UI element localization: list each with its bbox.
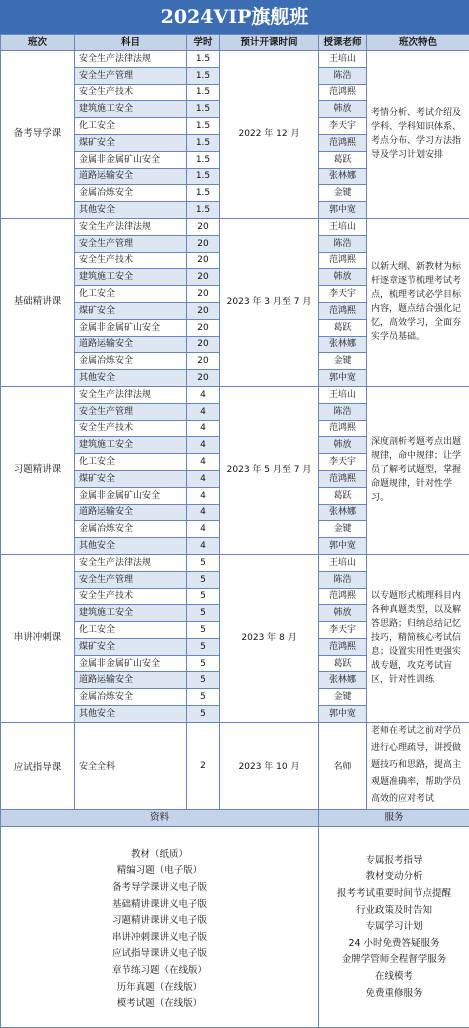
subject-cell: 建筑施工安全	[75, 605, 187, 622]
hours-cell: 1.5	[187, 101, 220, 118]
material-item: 模考试题（在线版）	[1, 996, 318, 1013]
teacher-cell: 韩放	[319, 269, 367, 286]
services-list	[319, 826, 469, 1027]
service-item: 行业政策及时告知	[319, 903, 469, 920]
table-row	[1, 218, 469, 235]
teacher-cell: 王培山	[319, 386, 367, 403]
subject-cell: 安全生产技术	[75, 420, 187, 437]
service-item: 报考考试重要时间节点提醒	[319, 886, 469, 903]
teacher-cell: 李天宇	[319, 286, 367, 303]
feature-cell: 以专题形式梳理科目内各种真题类型，以及解答思路；归纳总结记忆技巧，精简核心考试信息；设置实用性更强实战专题，攻克考试盲区，针对性训练	[367, 554, 469, 722]
guide-row	[1, 722, 469, 809]
feature-cell: 以新大纲、新教材为标杆逐章逐节梳理考试考点，梳理考试必学目标内容，题点结合强化记忆，高效学习，全面夯实学员基础。	[367, 218, 469, 386]
subject-cell: 道路运输安全	[75, 168, 187, 185]
teacher-cell: 范鸿熙	[319, 588, 367, 605]
hours-cell: 1.5	[187, 67, 220, 84]
subject-cell: 化工安全	[75, 286, 187, 303]
feature-cell: 考情分析、考试介绍及学科、学科知识体系、考点分布、学习方法指导及学习计划安排	[367, 51, 469, 219]
teacher-cell: 范鸿熙	[319, 302, 367, 319]
start-time-cell: 2022 年 12 月	[220, 51, 319, 219]
header-row	[1, 35, 469, 51]
hours-cell: 5	[187, 706, 220, 723]
subject-cell: 安全生产技术	[75, 84, 187, 101]
subject-cell: 金属非金属矿山安全	[75, 487, 187, 504]
hours-cell: 5	[187, 554, 220, 571]
hours-cell: 1.5	[187, 202, 220, 219]
hours-cell: 4	[187, 437, 220, 454]
subject-cell: 安全生产法律法规	[75, 218, 187, 235]
hours-cell: 4	[187, 386, 220, 403]
subject-cell: 安全生产管理	[75, 571, 187, 588]
teacher-cell: 范鸿熙	[319, 252, 367, 269]
teacher-cell: 范鸿熙	[319, 84, 367, 101]
hours-cell: 20	[187, 269, 220, 286]
subject-cell: 建筑施工安全	[75, 101, 187, 118]
teacher-cell: 范鸿熙	[319, 134, 367, 151]
teacher-cell: 韩放	[319, 437, 367, 454]
hours-cell: 4	[187, 454, 220, 471]
hours-cell: 1.5	[187, 51, 220, 68]
schedule-table	[0, 34, 469, 1028]
group-name: 习题精讲课	[1, 386, 75, 554]
table-row	[1, 51, 469, 68]
service-item: 金牌学管师全程督学服务	[319, 952, 469, 969]
header-teacher: 授课老师	[319, 35, 367, 51]
subject-cell: 金属非金属矿山安全	[75, 655, 187, 672]
subject-cell: 煤矿安全	[75, 470, 187, 487]
teacher-cell: 金键	[319, 353, 367, 370]
hours-cell: 1.5	[187, 185, 220, 202]
teacher-cell: 郭中宽	[319, 706, 367, 723]
header-hours: 学时	[187, 35, 220, 51]
start-time-cell: 2023 年 8 月	[220, 554, 319, 722]
teacher-cell: 金键	[319, 185, 367, 202]
teacher-cell: 金键	[319, 521, 367, 538]
service-item: 在线模考	[319, 969, 469, 986]
teacher-cell: 郭中宽	[319, 370, 367, 387]
hours-cell: 4	[187, 504, 220, 521]
teacher-cell: 王培山	[319, 554, 367, 571]
start-time-cell: 2023 年 3 月至 7 月	[220, 218, 319, 386]
feature-cell: 老师在考试之前对学员进行心理疏导，讲授做题技巧和思路，提高主观题准确率，帮助学员高效的应对考试	[367, 722, 469, 809]
teacher-cell: 韩放	[319, 605, 367, 622]
subject-cell: 建筑施工安全	[75, 437, 187, 454]
hours-cell: 1.5	[187, 134, 220, 151]
page-title: 2024VIP旗舰班	[0, 0, 469, 34]
hours-cell: 4	[187, 403, 220, 420]
subject-cell: 安全生产法律法规	[75, 386, 187, 403]
hours-cell: 4	[187, 521, 220, 538]
subject-cell: 道路运输安全	[75, 504, 187, 521]
subject-cell: 安全全科	[75, 722, 187, 809]
teacher-cell: 李天宇	[319, 622, 367, 639]
teacher-cell: 郭中宽	[319, 538, 367, 555]
subject-cell: 安全生产管理	[75, 67, 187, 84]
service-item: 专属学习计划	[319, 919, 469, 936]
subject-cell: 金属冶炼安全	[75, 521, 187, 538]
hours-cell: 1.5	[187, 151, 220, 168]
subject-cell: 安全生产管理	[75, 403, 187, 420]
teacher-cell: 范鸿熙	[319, 420, 367, 437]
hours-cell: 5	[187, 571, 220, 588]
subject-cell: 化工安全	[75, 454, 187, 471]
teacher-cell: 李天宇	[319, 454, 367, 471]
group-name: 备考导学课	[1, 51, 75, 219]
hours-cell: 5	[187, 689, 220, 706]
subject-cell: 建筑施工安全	[75, 269, 187, 286]
teacher-cell: 张林娜	[319, 336, 367, 353]
subject-cell: 其他安全	[75, 538, 187, 555]
teacher-cell: 陈浩	[319, 235, 367, 252]
service-item: 24 小时免费答疑服务	[319, 936, 469, 953]
teacher-cell: 葛跃	[319, 151, 367, 168]
header-feature: 班次特色	[367, 35, 469, 51]
subject-cell: 煤矿安全	[75, 134, 187, 151]
hours-cell: 20	[187, 370, 220, 387]
teacher-cell: 郭中宽	[319, 202, 367, 219]
hours-cell: 20	[187, 319, 220, 336]
hours-cell: 20	[187, 235, 220, 252]
hours-cell: 5	[187, 605, 220, 622]
subject-cell: 金属非金属矿山安全	[75, 319, 187, 336]
teacher-cell: 张林娜	[319, 672, 367, 689]
table-row	[1, 386, 469, 403]
teacher-cell: 名师	[319, 722, 367, 809]
group-name: 应试指导课	[1, 722, 75, 809]
material-item: 精编习题（电子版）	[1, 863, 318, 880]
material-item: 教材（纸质）	[1, 847, 318, 864]
subject-cell: 煤矿安全	[75, 638, 187, 655]
group-name: 串讲冲刺课	[1, 554, 75, 722]
header-start-time: 预计开课时间	[220, 35, 319, 51]
service-item: 教材变动分析	[319, 869, 469, 886]
teacher-cell: 范鸿熙	[319, 638, 367, 655]
teacher-cell: 李天宇	[319, 118, 367, 135]
teacher-cell: 王培山	[319, 218, 367, 235]
subject-cell: 煤矿安全	[75, 302, 187, 319]
hours-cell: 5	[187, 588, 220, 605]
group-name: 基础精讲课	[1, 218, 75, 386]
start-time-cell: 2023 年 5 月至 7 月	[220, 386, 319, 554]
subject-cell: 金属非金属矿山安全	[75, 151, 187, 168]
table-row	[1, 554, 469, 571]
teacher-cell: 陈浩	[319, 571, 367, 588]
material-item: 基础精讲课讲义电子版	[1, 897, 318, 914]
hours-cell: 20	[187, 353, 220, 370]
hours-cell: 4	[187, 538, 220, 555]
hours-cell: 4	[187, 487, 220, 504]
teacher-cell: 韩放	[319, 101, 367, 118]
header-class: 班次	[1, 35, 75, 51]
services-header: 服务	[319, 809, 469, 826]
subject-cell: 金属冶炼安全	[75, 353, 187, 370]
hours-cell: 1.5	[187, 118, 220, 135]
feature-cell: 深度剖析考题考点出题规律，命中规律；让学员了解考试题型，掌握命题规律，针对性学习。	[367, 386, 469, 554]
hours-cell: 4	[187, 420, 220, 437]
hours-cell: 1.5	[187, 84, 220, 101]
subject-cell: 其他安全	[75, 202, 187, 219]
teacher-cell: 王培山	[319, 51, 367, 68]
subject-cell: 化工安全	[75, 118, 187, 135]
hours-cell: 5	[187, 622, 220, 639]
teacher-cell: 张林娜	[319, 168, 367, 185]
teacher-cell: 葛跃	[319, 487, 367, 504]
material-item: 习题精讲课讲义电子版	[1, 913, 318, 930]
hours-cell: 20	[187, 336, 220, 353]
hours-cell: 5	[187, 655, 220, 672]
bottom-content-row	[1, 826, 469, 1027]
hours-cell: 20	[187, 218, 220, 235]
subject-cell: 安全生产法律法规	[75, 51, 187, 68]
service-item: 免费重修服务	[319, 986, 469, 1003]
subject-cell: 其他安全	[75, 370, 187, 387]
teacher-cell: 陈浩	[319, 67, 367, 84]
hours-cell: 1.5	[187, 168, 220, 185]
material-item: 历年真题（在线版）	[1, 980, 318, 997]
teacher-cell: 陈浩	[319, 403, 367, 420]
header-subject: 科目	[75, 35, 187, 51]
material-item: 应试指导课讲义电子版	[1, 946, 318, 963]
bottom-header-row	[1, 809, 469, 826]
start-time-cell: 2023 年 10 月	[220, 722, 319, 809]
material-item: 串讲冲刺课讲义电子版	[1, 930, 318, 947]
subject-cell: 金属冶炼安全	[75, 185, 187, 202]
materials-header: 资料	[1, 809, 319, 826]
service-item: 专属报考指导	[319, 853, 469, 870]
subject-cell: 道路运输安全	[75, 336, 187, 353]
subject-cell: 安全生产技术	[75, 588, 187, 605]
subject-cell: 金属冶炼安全	[75, 689, 187, 706]
material-item: 备考导学课讲义电子版	[1, 880, 318, 897]
materials-list	[1, 826, 319, 1027]
subject-cell: 道路运输安全	[75, 672, 187, 689]
teacher-cell: 葛跃	[319, 319, 367, 336]
material-item: 章节练习题（在线版）	[1, 963, 318, 980]
subject-cell: 安全生产法律法规	[75, 554, 187, 571]
teacher-cell: 范鸿熙	[319, 470, 367, 487]
hours-cell: 2	[187, 722, 220, 809]
subject-cell: 安全生产管理	[75, 235, 187, 252]
subject-cell: 其他安全	[75, 706, 187, 723]
teacher-cell: 金键	[319, 689, 367, 706]
teacher-cell: 张林娜	[319, 504, 367, 521]
hours-cell: 20	[187, 302, 220, 319]
hours-cell: 5	[187, 638, 220, 655]
hours-cell: 5	[187, 672, 220, 689]
subject-cell: 安全生产技术	[75, 252, 187, 269]
hours-cell: 4	[187, 470, 220, 487]
teacher-cell: 葛跃	[319, 655, 367, 672]
hours-cell: 20	[187, 286, 220, 303]
hours-cell: 20	[187, 252, 220, 269]
subject-cell: 化工安全	[75, 622, 187, 639]
